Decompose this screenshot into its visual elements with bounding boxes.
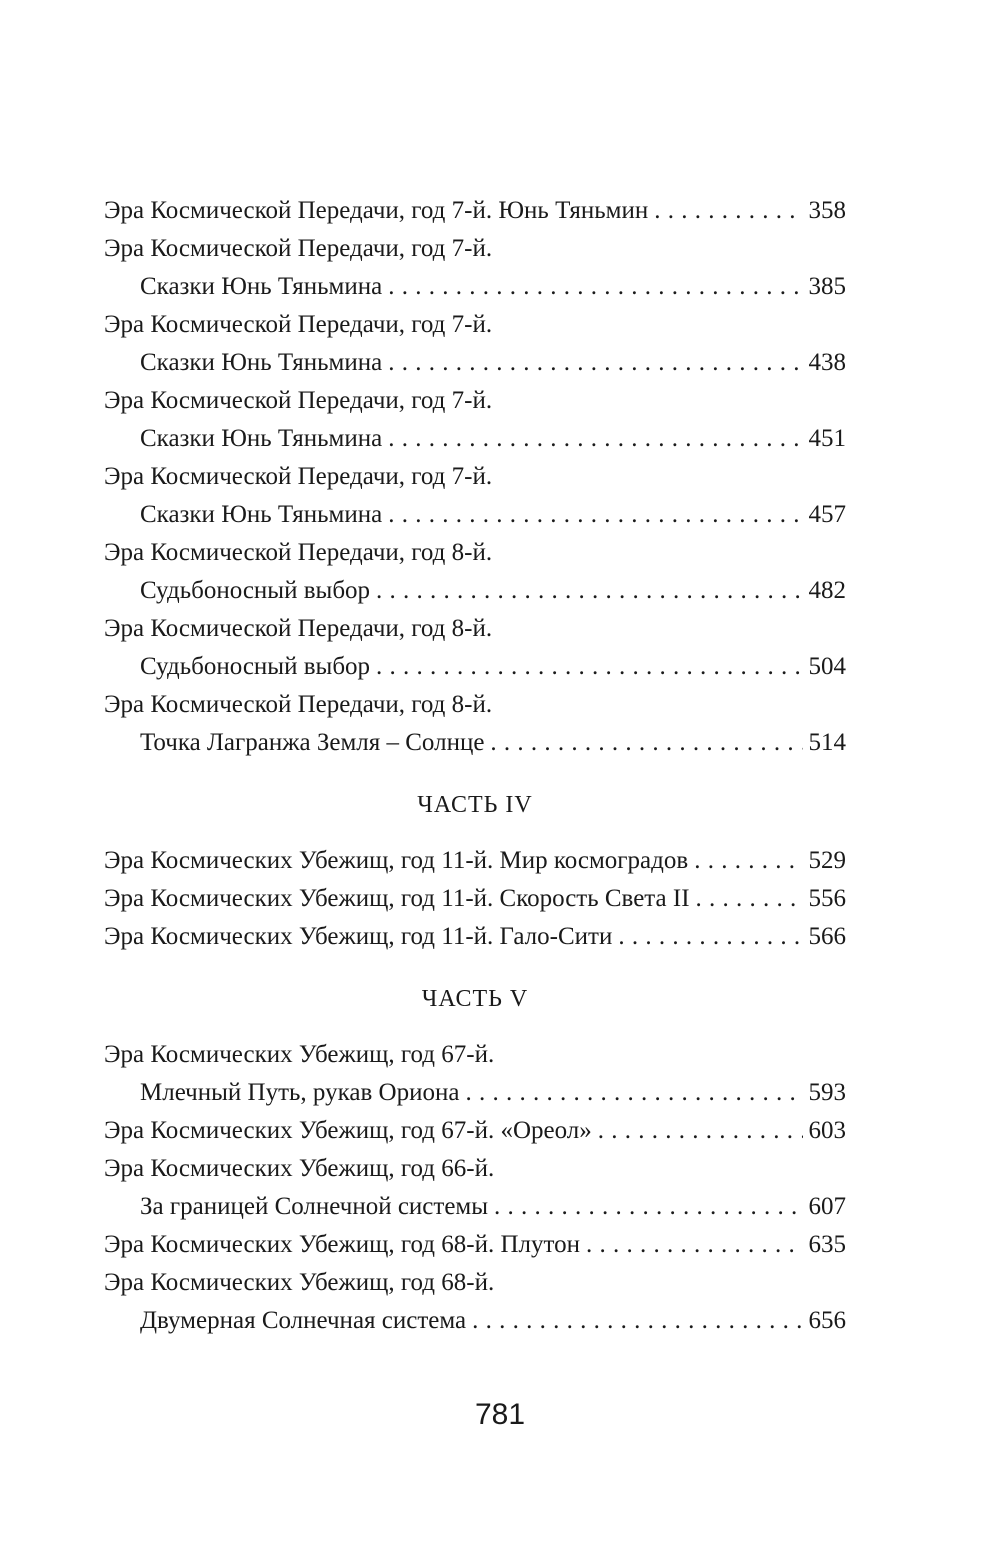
dot-leader: [654, 192, 802, 230]
toc-entry-page-number: 635: [808, 1231, 846, 1258]
toc-entry[interactable]: [104, 1226, 846, 1264]
toc-entry-title: Сказки Юнь Тяньмина: [140, 349, 383, 376]
toc-entry-title: Сказки Юнь Тяньмина: [140, 501, 383, 528]
toc-entry-title-line: [104, 1226, 846, 1264]
dot-leader: [376, 648, 802, 686]
toc-entry[interactable]: [104, 1150, 846, 1226]
toc-entry-title: Эра Космической Передачи, год 7-й.: [104, 311, 493, 338]
toc-entry-title-line: [104, 842, 846, 880]
toc-entry[interactable]: [104, 686, 846, 762]
toc-entry-title-line: [104, 1036, 846, 1074]
toc-entry-title: Эра Космической Передачи, год 8-й.: [104, 691, 493, 718]
toc-entry-page-number: 529: [808, 847, 846, 874]
toc-entry[interactable]: [104, 192, 846, 230]
dot-leader: [388, 344, 802, 382]
toc-entry[interactable]: [104, 534, 846, 610]
toc-entry-page-number: 504: [808, 653, 846, 680]
toc-entry-title: Сказки Юнь Тяньмина: [140, 273, 383, 300]
toc-entry-title: Эра Космических Убежищ, год 67-й. «Ореол»: [104, 1117, 592, 1144]
toc-section-part4: [104, 842, 846, 956]
toc-entry-subtitle-line: [104, 1302, 846, 1340]
toc-entry-page-number: 656: [808, 1307, 846, 1334]
toc-entry-title: Эра Космической Передачи, год 8-й.: [104, 539, 493, 566]
toc-entry-title: Эра Космических Убежищ, год 11-й. Скорость Света II: [104, 885, 690, 912]
toc-entry-subtitle-line: [104, 1074, 846, 1112]
dot-leader: [598, 1112, 803, 1150]
toc-entry[interactable]: [104, 1112, 846, 1150]
toc-entry-page-number: 556: [808, 885, 846, 912]
dot-leader: [388, 496, 802, 534]
toc-entry-title: Судьбоносный выбор: [140, 653, 371, 680]
toc-entry-page-number: 457: [808, 501, 846, 528]
toc-entry-title: Эра Космической Передачи, год 7-й.: [104, 235, 493, 262]
toc-entry[interactable]: [104, 1264, 846, 1340]
toc-entry-title: Эра Космических Убежищ, год 67-й.: [104, 1041, 495, 1068]
toc-entry[interactable]: [104, 610, 846, 686]
toc-entry-page-number: 482: [808, 577, 846, 604]
toc-entry-title-line: [104, 382, 846, 420]
toc-entry-title: Эра Космической Передачи, год 8-й.: [104, 615, 493, 642]
toc-entry-title-line: [104, 610, 846, 648]
toc-entry-title: Эра Космических Убежищ, год 68-й.: [104, 1269, 495, 1296]
part-heading-iv: ЧАСТЬ IV: [417, 792, 533, 818]
toc-entry-title: Эра Космической Передачи, год 7-й.: [104, 387, 493, 414]
toc-entry-title: Эра Космических Убежищ, год 11-й. Мир космоградов: [104, 847, 689, 874]
toc-entry-page-number: 607: [808, 1193, 846, 1220]
toc-entry-page-number: 385: [808, 273, 846, 300]
toc-entry[interactable]: [104, 880, 846, 918]
toc-entry-page-number: 593: [808, 1079, 846, 1106]
page-number: 781: [474, 1398, 526, 1431]
dot-leader: [490, 724, 802, 762]
toc-entry-subtitle-line: [104, 344, 846, 382]
dot-leader: [472, 1302, 802, 1340]
dot-leader: [696, 880, 803, 918]
toc-entry-title-line: [104, 686, 846, 724]
toc-entry-subtitle-line: [104, 572, 846, 610]
toc-section-part3: [104, 192, 846, 762]
dot-leader: [494, 1188, 802, 1226]
toc-entry-title: Эра Космических Убежищ, год 66-й.: [104, 1155, 495, 1182]
toc-entry-page-number: 438: [808, 349, 846, 376]
dot-leader: [388, 420, 802, 458]
toc-entry-subtitle-line: [104, 648, 846, 686]
toc-entry-subtitle-line: [104, 724, 846, 762]
toc-entry-title-line: [104, 880, 846, 918]
toc-entry[interactable]: [104, 230, 846, 306]
toc-entry-page-number: 603: [808, 1117, 846, 1144]
toc-entry-title: Эра Космических Убежищ, год 11-й. Гало-Сити: [104, 923, 613, 950]
toc-entry-title-line: [104, 458, 846, 496]
toc-entry-title-line: [104, 230, 846, 268]
toc-entry-page-number: 514: [808, 729, 846, 756]
toc-entry-subtitle-line: [104, 420, 846, 458]
toc-entry-subtitle-line: [104, 268, 846, 306]
dot-leader: [618, 918, 802, 956]
toc-entry-title-line: [104, 1264, 846, 1302]
dot-leader: [586, 1226, 803, 1264]
toc-entry[interactable]: [104, 1036, 846, 1112]
toc-entry-title: Судьбоносный выбор: [140, 577, 371, 604]
toc-entry-title-line: [104, 306, 846, 344]
toc-entry-title: Эра Космической Передачи, год 7-й.: [104, 463, 493, 490]
toc-entry-title-line: [104, 534, 846, 572]
toc-entry[interactable]: [104, 918, 846, 956]
table-of-contents: [104, 192, 846, 1340]
dot-leader: [376, 572, 802, 610]
toc-entry[interactable]: [104, 458, 846, 534]
toc-entry-title: Сказки Юнь Тяньмина: [140, 425, 383, 452]
toc-entry-title: За границей Солнечной системы: [140, 1193, 489, 1220]
toc-entry-title-line: [104, 192, 846, 230]
toc-entry-subtitle-line: [104, 1188, 846, 1226]
toc-entry-title: Эра Космических Убежищ, год 68-й. Плутон: [104, 1231, 580, 1258]
toc-entry[interactable]: [104, 306, 846, 382]
dot-leader: [388, 268, 802, 306]
part-heading-v: ЧАСТЬ V: [421, 986, 529, 1012]
toc-entry-title: Двумерная Солнечная система: [140, 1307, 467, 1334]
toc-entry-page-number: 566: [808, 923, 846, 950]
toc-entry-title-line: [104, 1112, 846, 1150]
toc-entry[interactable]: [104, 842, 846, 880]
toc-entry[interactable]: [104, 382, 846, 458]
toc-entry-subtitle-line: [104, 496, 846, 534]
toc-entry-title-line: [104, 918, 846, 956]
toc-entry-title: Млечный Путь, рукав Ориона: [140, 1079, 460, 1106]
toc-entry-title-line: [104, 1150, 846, 1188]
toc-entry-page-number: 451: [808, 425, 846, 452]
dot-leader: [465, 1074, 802, 1112]
dot-leader: [694, 842, 802, 880]
toc-entry-title: Эра Космической Передачи, год 7-й. Юнь Тяньмин: [104, 197, 649, 224]
toc-entry-page-number: 358: [808, 197, 846, 224]
toc-entry-title: Точка Лагранжа Земля – Солнце: [140, 729, 485, 756]
toc-section-part5: [104, 1036, 846, 1340]
